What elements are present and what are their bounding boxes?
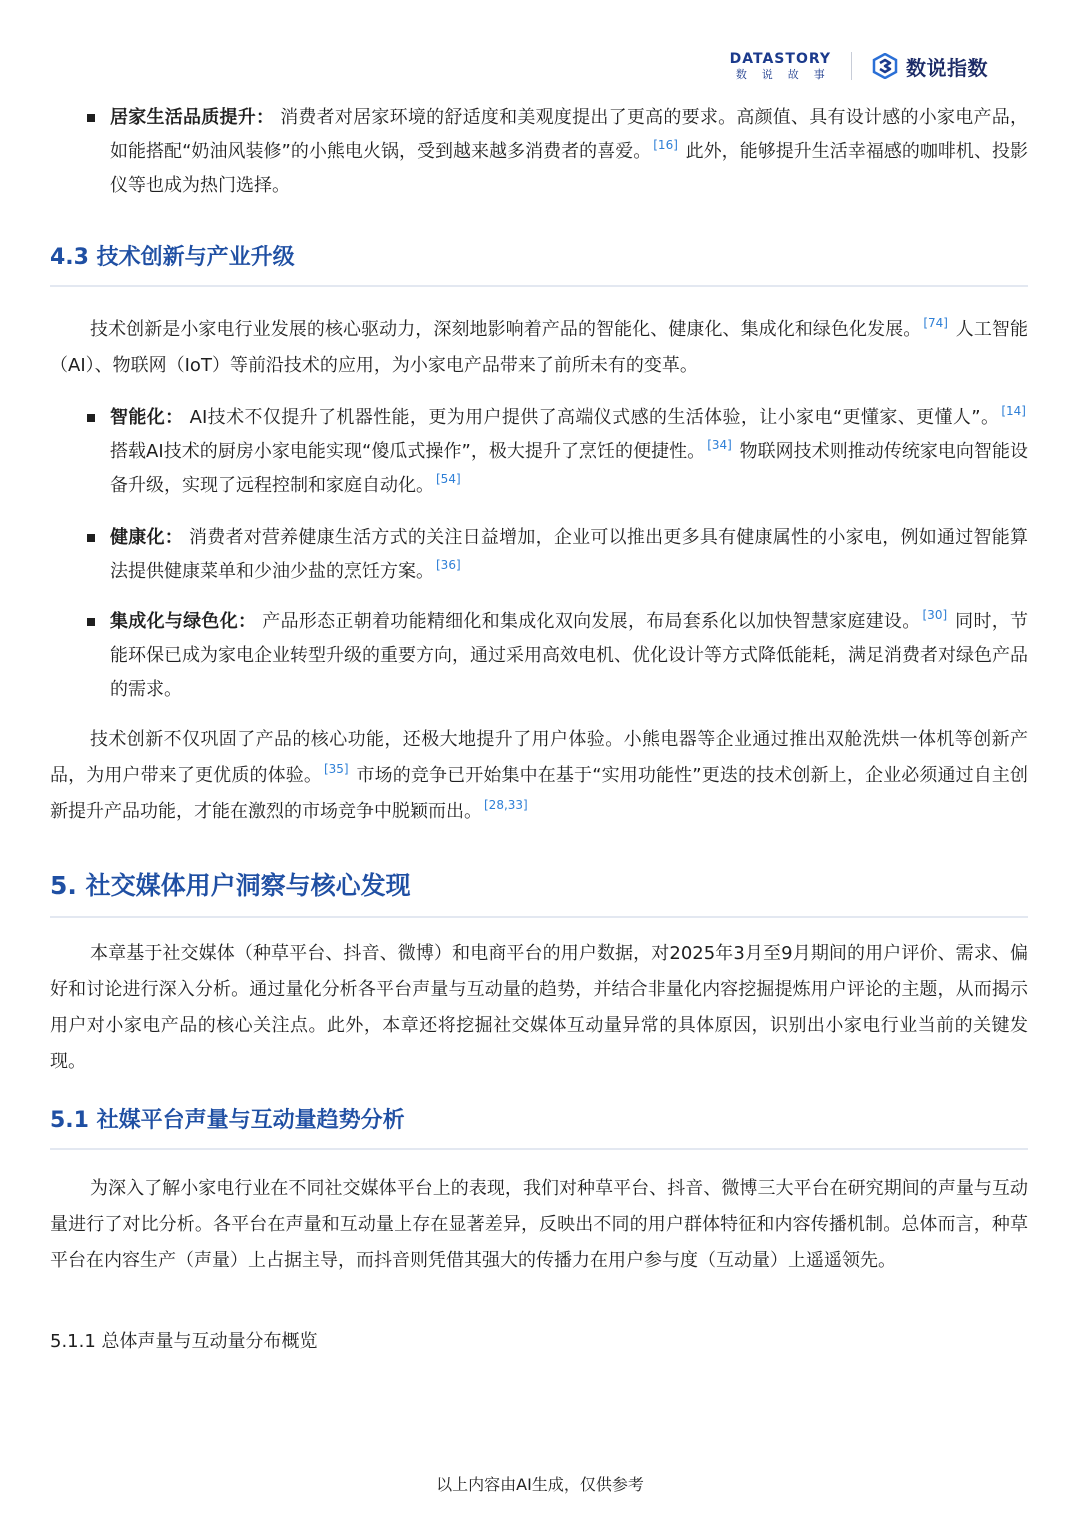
- paragraph: 为深入了解小家电行业在不同社交媒体平台上的表现，我们对种草平台、抖音、微博三大平台在研究期间的声量与互动量进行了对比分析。各平台在声量和互动量上存在显著差异，反映出不同的用户群体特征和内容传播机制。总体而言，种草平台在内容生产（声量）上占据主导，而抖音则凭借其强大的传播力在用户参与度（互动量）上遥遥领先。: [50, 1178, 1028, 1271]
- section-4-3-outro: [50, 722, 1028, 830]
- header-logos: [730, 48, 988, 84]
- brand-logo: [872, 52, 988, 81]
- citation-ref[interactable]: [30]: [922, 608, 948, 622]
- bullet-square-icon: [87, 114, 95, 122]
- section-divider: [50, 285, 1028, 287]
- bullet-text: 物联网技术则推动传统家电向智能设备升级，实现了远程控制和家庭自动化。: [110, 441, 1028, 496]
- section-5-header: [50, 866, 1028, 918]
- bullet-square-icon: [87, 414, 95, 422]
- section-divider: [50, 1148, 1028, 1150]
- brand-mark-icon: [872, 53, 898, 79]
- bullet-text: 产品形态正朝着功能精细化和集成化双向发展，布局套系化以加快智慧家庭建设。: [262, 611, 921, 632]
- section-4-3-header: [50, 240, 1028, 287]
- citation-ref[interactable]: [54]: [436, 472, 461, 486]
- bullet-item: [50, 521, 1028, 589]
- citation-ref[interactable]: [14]: [1001, 404, 1026, 418]
- datastory-logo-cn: 数说故事: [735, 68, 840, 81]
- bullet-home-quality: [50, 101, 1028, 203]
- bullet-label: 健康化：: [110, 527, 183, 548]
- section-4-3-intro: [50, 312, 1028, 384]
- section-5-intro: [50, 936, 1028, 1080]
- bullet-label: 智能化：: [110, 407, 184, 428]
- bullet-item: [50, 101, 1028, 203]
- bullet-health: [50, 521, 1028, 589]
- bullet-text: 搭载AI技术的厨房小家电能实现“傻瓜式操作”，极大提升了烹饪的便捷性。: [110, 441, 706, 462]
- citation-ref[interactable]: [35]: [323, 762, 349, 776]
- section-heading: 5.1 社媒平台声量与互动量趋势分析: [50, 1108, 405, 1133]
- citation-ref[interactable]: [16]: [653, 138, 678, 152]
- brand-text: 数说指数: [906, 55, 988, 80]
- section-5-1-1-header: [50, 1327, 1028, 1353]
- bullet-square-icon: [87, 618, 95, 626]
- bullet-text: 消费者对营养健康生活方式的关注日益增加，企业可以推出更多具有健康属性的小家电，例如通过智能算法提供健康菜单和少油少盐的烹饪方案。: [110, 527, 1028, 582]
- citation-ref[interactable]: [28,33]: [484, 798, 528, 812]
- citation-ref[interactable]: [74]: [923, 316, 948, 330]
- subsection-heading: 5.1.1 总体声量与互动量分布概览: [50, 1331, 318, 1352]
- bullet-text: 此外，能够提升生活幸福感的咖啡机、投影仪等也成为热门选择。: [110, 141, 1028, 196]
- bullet-item: [50, 401, 1028, 503]
- citation-ref[interactable]: [36]: [436, 558, 461, 572]
- paragraph-text: 技术创新是小家电行业发展的核心驱动力，深刻地影响着产品的智能化、健康化、集成化和绿色化发展。: [90, 319, 922, 340]
- datastory-logo: [729, 51, 840, 81]
- bullet-label: 集成化与绿色化：: [110, 611, 257, 632]
- bullet-item: [50, 605, 1028, 707]
- section-5-1-intro: [50, 1171, 1028, 1279]
- paragraph: 本章基于社交媒体（种草平台、抖音、微博）和电商平台的用户数据，对2025年3月至9月期间的用户评价、需求、偏好和讨论进行深入分析。通过量化分析各平台声量与互动量的趋势，并结合非量化内容挖掘提炼用户评论的主题，从而揭示用户对小家电产品的核心关注点。此外，本章还将挖掘社交媒体互动量异常的具体原因，识别出小家电行业当前的关键发现。: [50, 943, 1028, 1072]
- ai-disclaimer: 以上内容由AI生成，仅供参考: [436, 1475, 644, 1494]
- section-5-1-header: [50, 1103, 1028, 1150]
- bullet-square-icon: [87, 534, 95, 542]
- bullet-green: [50, 605, 1028, 707]
- paragraph: [50, 722, 1028, 830]
- paragraph-text: 技术创新不仅巩固了产品的核心功能，还极大地提升了用户体验。小熊电器等企业通过推出双舱洗烘一体机等创新产品，为用户带来了更优质的体验。: [50, 729, 1028, 786]
- bullet-text: 消费者对居家环境的舒适度和美观度提出了更高的要求。高颜值、具有设计感的小家电产品，如能搭配“奶油风装修”的小熊电火锅，受到越来越多消费者的喜爱。: [110, 107, 1028, 162]
- paragraph-text: 人工智能（AI）、物联网（IoT）等前沿技术的应用，为小家电产品带来了前所未有的变革。: [50, 319, 1028, 376]
- chapter-heading: 5. 社交媒体用户洞察与核心发现: [50, 871, 411, 900]
- datastory-logo-en: DATASTORY: [729, 51, 831, 67]
- logo-divider: [851, 52, 852, 80]
- bullet-text: 同时，节能环保已成为家电企业转型升级的重要方向，通过采用高效电机、优化设计等方式降低能耗，满足消费者对绿色产品的需求。: [110, 611, 1029, 700]
- bullet-label: 居家生活品质提升：: [110, 107, 275, 128]
- citation-ref[interactable]: [34]: [707, 438, 732, 452]
- section-heading: 4.3 技术创新与产业升级: [50, 245, 295, 270]
- bullet-text: AI技术不仅提升了机器性能，更为用户提供了高端仪式感的生活体验，让小家电“更懂家、更懂人”。: [189, 407, 1000, 428]
- bullet-smart: [50, 401, 1028, 503]
- paragraph-text: 市场的竞争已开始集中在基于“实用功能性”更迭的技术创新上，企业必须通过自主创新提升产品功能，才能在激烈的市场竞争中脱颖而出。: [50, 765, 1028, 822]
- section-divider: [50, 916, 1028, 918]
- paragraph: [50, 312, 1028, 384]
